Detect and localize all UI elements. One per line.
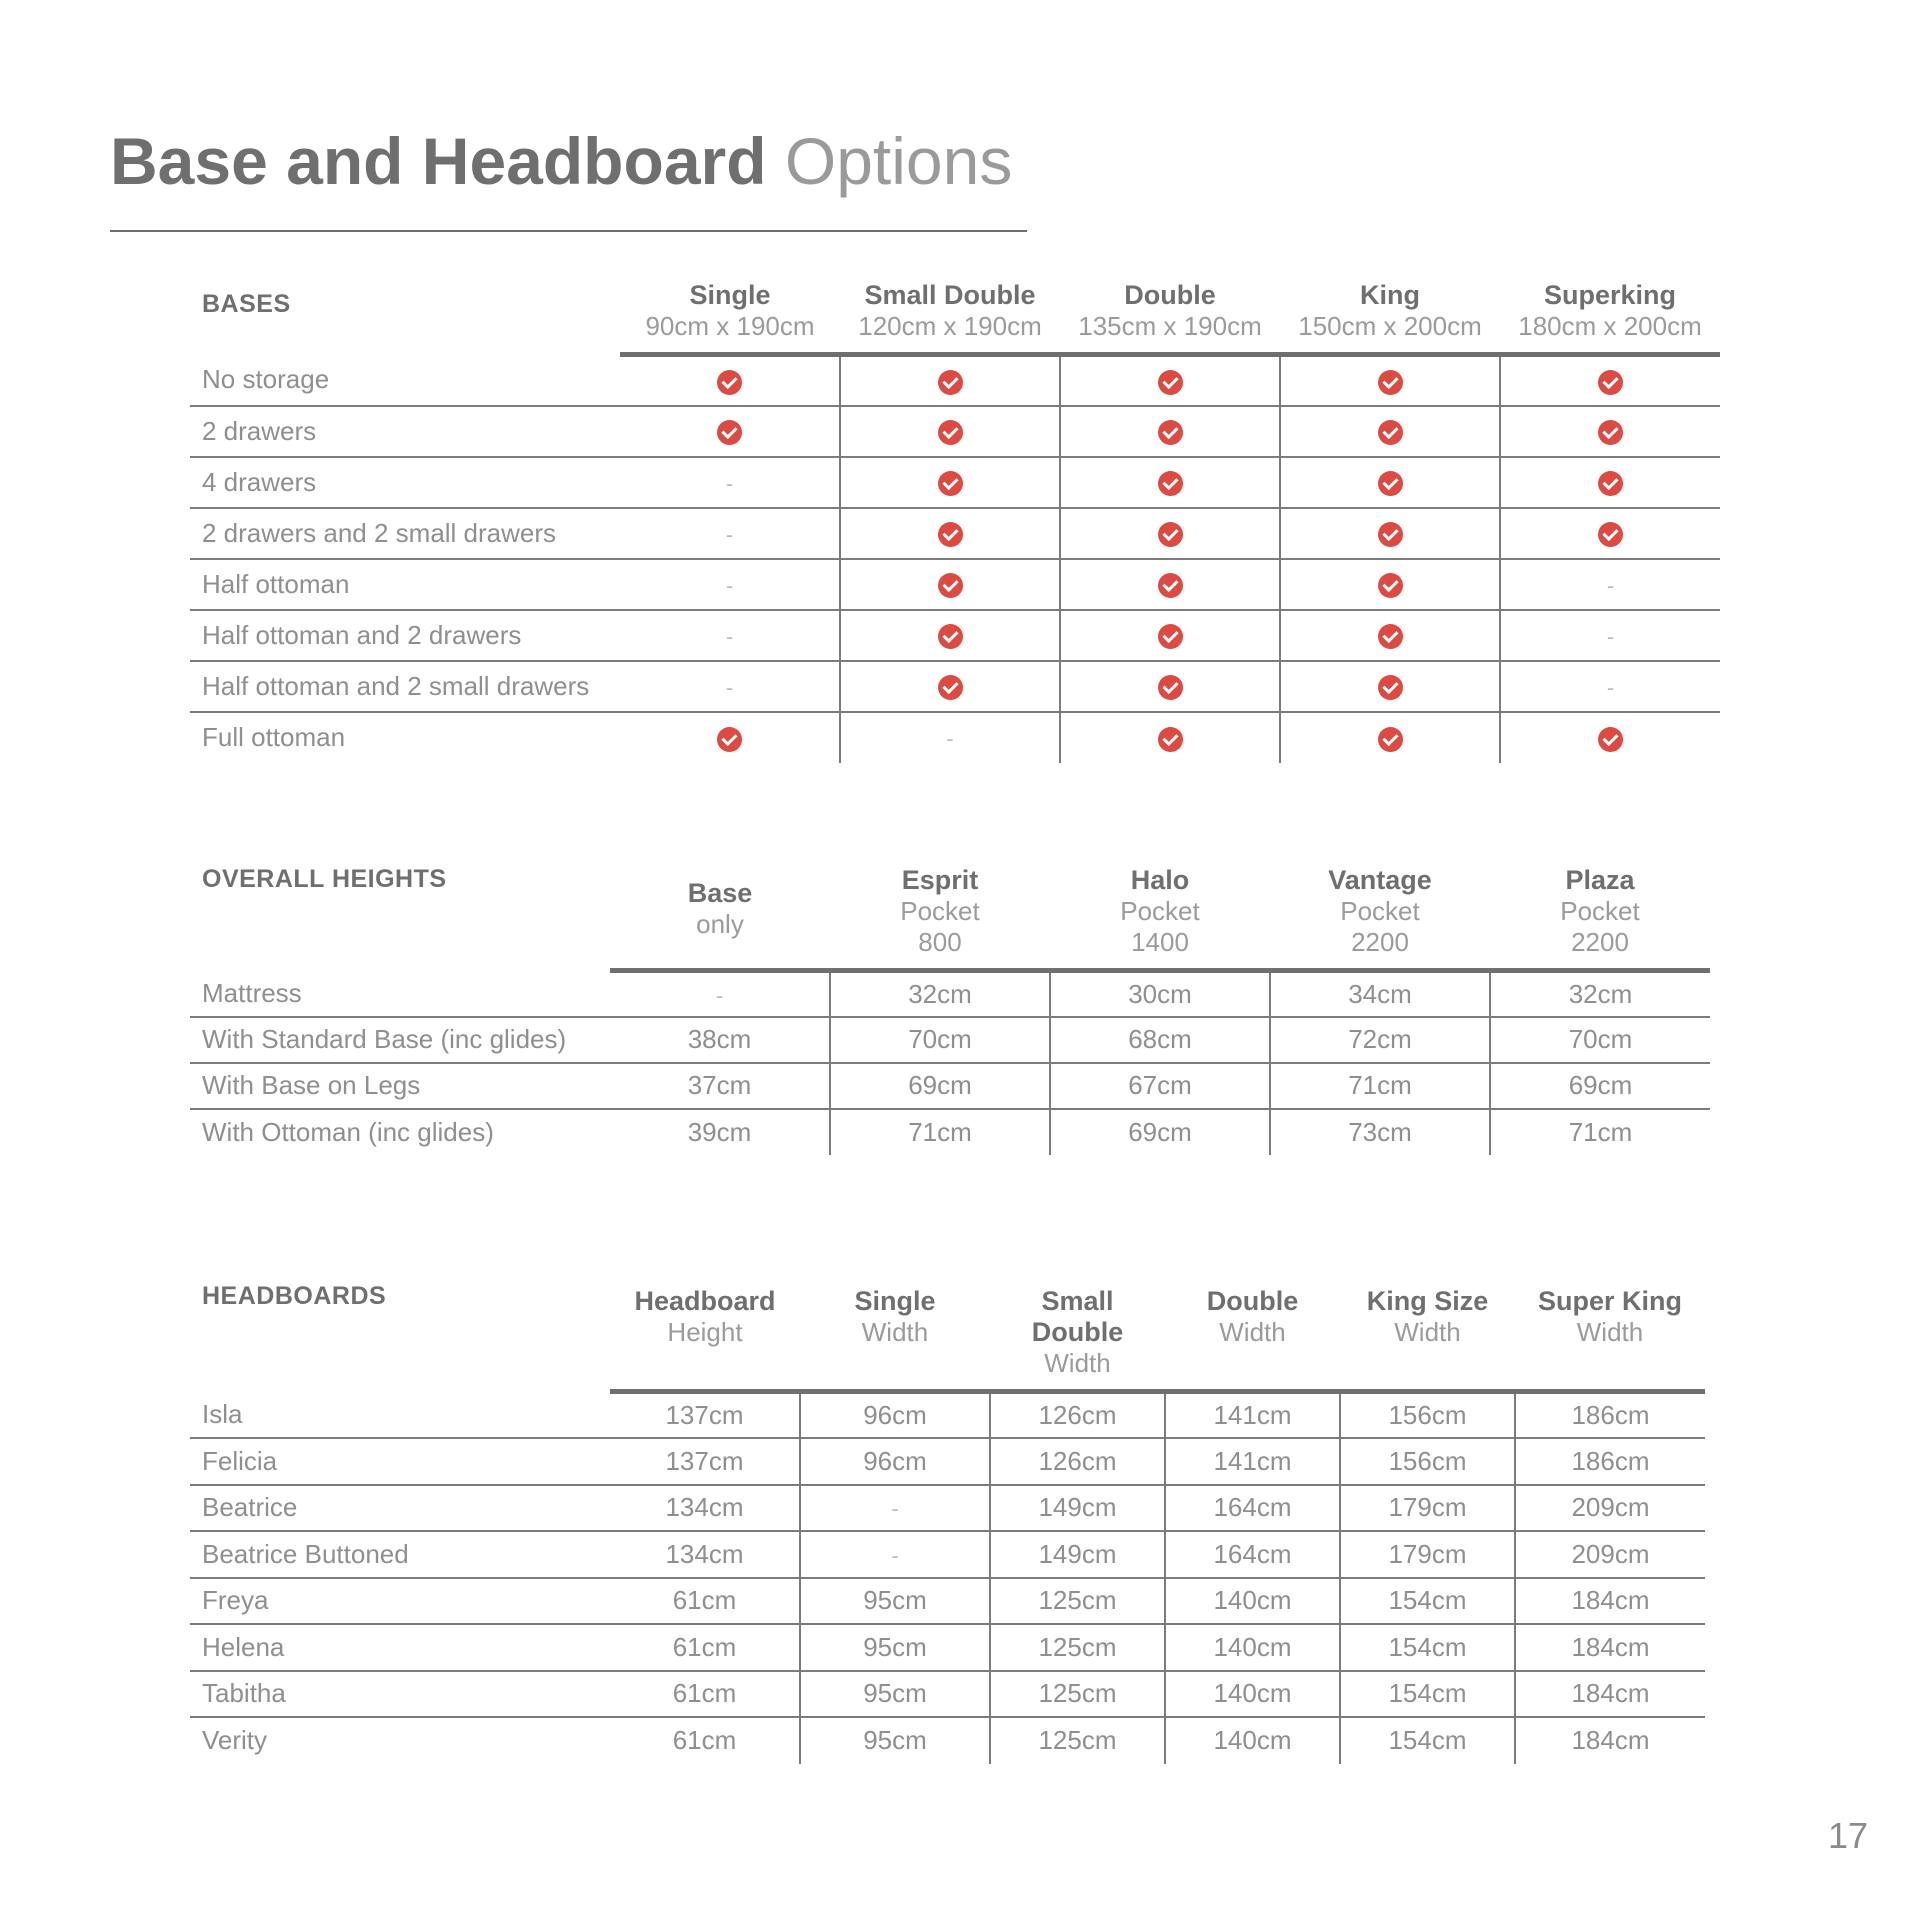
check-icon: [1598, 420, 1623, 445]
table-cell: 164cm: [1165, 1531, 1340, 1578]
col-sub: Pocket: [1340, 896, 1420, 926]
not-available-dash: -: [1606, 572, 1615, 598]
table-cell: 69cm: [1050, 1109, 1270, 1155]
not-available-dash: -: [1606, 674, 1615, 700]
table-cell: 164cm: [1165, 1485, 1340, 1532]
table-cell: [620, 355, 840, 406]
heights-header-row: [190, 865, 1710, 971]
table-cell: [1500, 610, 1720, 661]
headboards-body: [190, 1392, 1705, 1764]
table-row: [190, 508, 1720, 559]
page-title-light: Options: [784, 124, 1013, 198]
table-cell: [620, 508, 840, 559]
col-sub: Width: [1576, 1317, 1644, 1347]
table-cell: 134cm: [610, 1485, 800, 1532]
not-available-dash: -: [725, 674, 734, 700]
row-label: 2 drawers: [190, 406, 620, 457]
check-icon: [717, 727, 742, 752]
headboards-col-small-double: [990, 1282, 1165, 1392]
table-cell: 125cm: [990, 1671, 1165, 1718]
table-cell: [1280, 610, 1500, 661]
table-cell: [1500, 712, 1720, 763]
col-sub: Pocket: [900, 896, 980, 926]
row-label: With Base on Legs: [190, 1063, 610, 1109]
not-available-dash: -: [891, 1542, 899, 1568]
table-cell: 141cm: [1165, 1392, 1340, 1439]
bases-col-king: [1280, 280, 1500, 355]
table-cell: [1500, 406, 1720, 457]
headboards-col-single: [800, 1282, 990, 1392]
table-cell: 69cm: [1490, 1063, 1710, 1109]
row-label: Beatrice Buttoned: [190, 1531, 610, 1578]
col-name: Single: [689, 280, 771, 310]
table-row: [190, 661, 1720, 712]
table-cell: 30cm: [1050, 971, 1270, 1017]
row-label: 2 drawers and 2 small drawers: [190, 508, 620, 559]
table-cell: 67cm: [1050, 1063, 1270, 1109]
table-cell: [610, 971, 830, 1017]
table-cell: [620, 610, 840, 661]
table-cell: 137cm: [610, 1438, 800, 1485]
col-size: 150cm x 200cm: [1298, 311, 1482, 341]
headboards-heading: HEADBOARDS: [202, 1282, 387, 1310]
bases-header-row: [190, 280, 1720, 355]
check-icon: [1158, 370, 1183, 395]
col-name: Headboard: [634, 1286, 776, 1316]
table-cell: [840, 610, 1060, 661]
table-cell: 61cm: [610, 1578, 800, 1625]
table-cell: 209cm: [1515, 1531, 1705, 1578]
col-name: Double: [1206, 1286, 1299, 1316]
table-cell: [800, 1531, 990, 1578]
table-cell: [1280, 457, 1500, 508]
col-name-line2: Double: [1031, 1317, 1124, 1347]
table-cell: 149cm: [990, 1485, 1165, 1532]
check-icon: [938, 624, 963, 649]
table-cell: [840, 355, 1060, 406]
bases-col-superking: [1500, 280, 1720, 355]
table-cell: 154cm: [1340, 1578, 1515, 1625]
table-cell: 71cm: [830, 1109, 1050, 1155]
table-row: [190, 1624, 1705, 1671]
table-cell: 184cm: [1515, 1578, 1705, 1625]
table-row: [190, 1578, 1705, 1625]
col-size: 120cm x 190cm: [858, 311, 1042, 341]
check-icon: [1158, 471, 1183, 496]
row-label: Verity: [202, 1725, 268, 1756]
table-row: [190, 1063, 1710, 1109]
table-cell: [1060, 712, 1280, 763]
check-icon: [1598, 471, 1623, 496]
check-icon: [1378, 522, 1403, 547]
table-cell: [620, 661, 840, 712]
headboards-col-height: [610, 1282, 800, 1392]
title-underline: [110, 230, 1027, 232]
table-row: [190, 559, 1720, 610]
col-sub: Width: [1219, 1317, 1286, 1347]
row-label: Beatrice: [190, 1485, 610, 1532]
check-icon: [938, 370, 963, 395]
not-available-dash: -: [891, 1496, 899, 1522]
not-available-dash: -: [725, 470, 734, 496]
table-cell: [1060, 559, 1280, 610]
col-name: Small Double: [864, 280, 1036, 310]
table-cell: [1060, 508, 1280, 559]
table-cell: [1500, 661, 1720, 712]
table-cell: 156cm: [1340, 1392, 1515, 1439]
table-row: [190, 406, 1720, 457]
table-cell: [840, 712, 1060, 763]
table-cell: [1280, 406, 1500, 457]
table-cell: [800, 1485, 990, 1532]
not-available-dash: -: [715, 982, 724, 1008]
table-cell: [840, 559, 1060, 610]
row-label: No storage: [190, 355, 620, 406]
table-cell: 38cm: [610, 1017, 830, 1063]
table-cell: [1060, 457, 1280, 508]
row-label: Freya: [190, 1578, 610, 1625]
table-row: [190, 712, 1720, 763]
col-sub: Width: [1394, 1317, 1461, 1347]
col-sub: 2200: [1571, 927, 1629, 957]
row-label: 4 drawers: [190, 457, 620, 508]
col-sub: 1400: [1131, 927, 1189, 957]
check-icon: [1598, 727, 1623, 752]
table-cell: 184cm: [1515, 1717, 1705, 1764]
table-cell: 95cm: [800, 1578, 990, 1625]
col-name: Esprit: [901, 865, 979, 895]
col-sub: 2200: [1351, 927, 1409, 957]
table-cell: 69cm: [830, 1063, 1050, 1109]
table-row: [190, 1438, 1705, 1485]
col-name: Single: [854, 1286, 936, 1316]
table-cell: 95cm: [800, 1624, 990, 1671]
table-cell: 37cm: [610, 1063, 830, 1109]
table-cell: 137cm: [610, 1392, 800, 1439]
table-cell: 140cm: [1165, 1578, 1340, 1625]
table-cell: 126cm: [990, 1392, 1165, 1439]
not-available-dash: -: [725, 521, 734, 547]
col-size: 180cm x 200cm: [1518, 311, 1702, 341]
bases-col-double: [1060, 280, 1280, 355]
col-size: 135cm x 190cm: [1078, 311, 1262, 341]
table-cell: 61cm: [610, 1624, 800, 1671]
bases-body: [190, 355, 1720, 763]
col-name: Super King: [1537, 1286, 1682, 1316]
table-cell: [840, 508, 1060, 559]
row-label: Isla: [190, 1392, 610, 1439]
table-cell: 61cm: [610, 1671, 800, 1718]
check-icon: [1158, 675, 1183, 700]
col-sub: only: [696, 909, 744, 939]
page-title-bold: Base and Headboard: [110, 124, 767, 198]
table-cell: 156cm: [1340, 1438, 1515, 1485]
table-cell: [1280, 559, 1500, 610]
table-cell: 71cm: [1490, 1109, 1710, 1155]
heights-heading: OVERALL HEIGHTS: [202, 865, 447, 893]
table-cell: [840, 661, 1060, 712]
table-cell: 95cm: [800, 1717, 990, 1764]
row-label: With Ottoman (inc glides): [202, 1116, 494, 1147]
col-name: Plaza: [1565, 865, 1635, 895]
table-row: [190, 1671, 1705, 1718]
check-icon: [938, 675, 963, 700]
heights-col-base: [610, 865, 830, 971]
table-cell: 95cm: [800, 1671, 990, 1718]
headboards-header-row: [190, 1282, 1705, 1392]
page-title: [110, 118, 1012, 204]
check-icon: [1378, 624, 1403, 649]
table-cell: 71cm: [1270, 1063, 1490, 1109]
heights-col-esprit: [830, 865, 1050, 971]
table-cell: 141cm: [1165, 1438, 1340, 1485]
col-sub: Pocket: [1120, 896, 1200, 926]
table-cell: 186cm: [1515, 1392, 1705, 1439]
check-icon: [1158, 573, 1183, 598]
table-cell: 32cm: [830, 971, 1050, 1017]
col-name: Vantage: [1328, 865, 1432, 895]
row-label: Half ottoman and 2 drawers: [190, 610, 620, 661]
col-name: King Size: [1366, 1286, 1489, 1316]
col-name: Small: [1041, 1286, 1114, 1316]
bases-table: [190, 280, 1720, 763]
not-available-dash: -: [946, 726, 954, 751]
col-sub: Height: [667, 1317, 743, 1347]
table-cell: 96cm: [800, 1392, 990, 1439]
check-icon: [1598, 370, 1623, 395]
table-cell: 96cm: [800, 1438, 990, 1485]
check-icon: [1378, 727, 1403, 752]
table-cell: 184cm: [1515, 1624, 1705, 1671]
check-icon: [1598, 522, 1623, 547]
table-cell: 70cm: [830, 1017, 1050, 1063]
table-row: [190, 610, 1720, 661]
table-cell: [1280, 508, 1500, 559]
table-cell: [1060, 661, 1280, 712]
table-row: [190, 355, 1720, 406]
table-cell: 70cm: [1490, 1017, 1710, 1063]
table-cell: 179cm: [1340, 1485, 1515, 1532]
not-available-dash: -: [1606, 623, 1615, 649]
heights-col-halo: [1050, 865, 1270, 971]
table-row: [190, 1017, 1710, 1063]
table-row: [190, 1485, 1705, 1532]
headboards-col-double: [1165, 1282, 1340, 1392]
check-icon: [1158, 624, 1183, 649]
check-icon: [1378, 573, 1403, 598]
bases-col-single: [620, 280, 840, 355]
table-cell: 68cm: [1050, 1017, 1270, 1063]
row-label: With Standard Base (inc glides): [190, 1017, 610, 1063]
row-label: Tabitha: [190, 1671, 610, 1718]
table-cell: 39cm: [687, 1116, 752, 1147]
table-cell: [1280, 661, 1500, 712]
col-size: 90cm x 190cm: [645, 311, 815, 341]
table-cell: [1060, 355, 1280, 406]
table-row: [190, 1392, 1705, 1439]
check-icon: [1378, 370, 1403, 395]
check-icon: [1378, 471, 1403, 496]
table-cell: [1280, 355, 1500, 406]
check-icon: [938, 573, 963, 598]
page-number: 17: [1827, 1815, 1868, 1856]
headboards-col-super-king: [1515, 1282, 1705, 1392]
table-cell: [620, 712, 840, 763]
table-cell: 154cm: [1340, 1671, 1515, 1718]
table-cell: 125cm: [990, 1578, 1165, 1625]
col-name: Base: [687, 878, 753, 908]
headboards-col-king-size: [1340, 1282, 1515, 1392]
table-cell: [840, 457, 1060, 508]
col-sub: 800: [918, 927, 962, 957]
table-row: [190, 1717, 1705, 1764]
table-cell: 179cm: [1340, 1531, 1515, 1578]
bases-col-small-double: [840, 280, 1060, 355]
table-cell: [620, 559, 840, 610]
table-cell: 140cm: [1165, 1624, 1340, 1671]
table-cell: 184cm: [1515, 1671, 1705, 1718]
table-cell: 73cm: [1270, 1109, 1490, 1155]
table-cell: 149cm: [990, 1531, 1165, 1578]
col-sub: Width: [861, 1317, 929, 1347]
table-cell: [1500, 559, 1720, 610]
table-cell: 140cm: [1165, 1671, 1340, 1718]
table-cell: 134cm: [610, 1531, 800, 1578]
check-icon: [1158, 522, 1183, 547]
check-icon: [717, 370, 742, 395]
table-cell: [1500, 457, 1720, 508]
col-name: Superking: [1543, 280, 1677, 310]
table-cell: 140cm: [1165, 1717, 1340, 1764]
col-name: Halo: [1130, 865, 1190, 895]
row-label: Felicia: [190, 1438, 610, 1485]
table-row: [190, 1531, 1705, 1578]
table-cell: 154cm: [1340, 1717, 1515, 1764]
table-cell: [1500, 508, 1720, 559]
heights-table: [190, 865, 1710, 1155]
check-icon: [938, 522, 963, 547]
table-cell: 186cm: [1515, 1438, 1705, 1485]
table-cell: [620, 457, 840, 508]
bases-heading: BASES: [202, 290, 291, 318]
row-label: Mattress: [190, 971, 610, 1017]
row-label: Half ottoman: [190, 559, 620, 610]
check-icon: [1378, 675, 1403, 700]
col-sub: Width: [1044, 1348, 1111, 1378]
table-cell: [1280, 712, 1500, 763]
table-cell: 126cm: [990, 1438, 1165, 1485]
check-icon: [938, 471, 963, 496]
heights-body: [190, 971, 1710, 1155]
table-row: [190, 1109, 1710, 1155]
check-icon: [717, 420, 742, 445]
table-cell: 209cm: [1515, 1485, 1705, 1532]
table-cell: 125cm: [990, 1717, 1165, 1764]
table-cell: [1060, 610, 1280, 661]
col-name: Double: [1124, 280, 1216, 310]
col-sub: Pocket: [1560, 896, 1640, 926]
check-icon: [938, 420, 963, 445]
table-row: [190, 971, 1710, 1017]
check-icon: [1158, 727, 1183, 752]
table-cell: [1060, 406, 1280, 457]
table-cell: [840, 406, 1060, 457]
table-cell: [620, 406, 840, 457]
table-cell: 154cm: [1340, 1624, 1515, 1671]
table-cell: 72cm: [1270, 1017, 1490, 1063]
table-cell: 61cm: [672, 1725, 737, 1756]
row-label: Full ottoman: [202, 722, 346, 752]
check-icon: [1158, 420, 1183, 445]
table-cell: 125cm: [990, 1624, 1165, 1671]
not-available-dash: -: [725, 572, 734, 598]
col-name: King: [1360, 280, 1420, 310]
row-label: Helena: [190, 1624, 610, 1671]
table-row: [190, 457, 1720, 508]
check-icon: [1378, 420, 1403, 445]
not-available-dash: -: [725, 623, 734, 649]
heights-col-vantage: [1270, 865, 1490, 971]
table-cell: 32cm: [1490, 971, 1710, 1017]
row-label: Half ottoman and 2 small drawers: [190, 661, 620, 712]
heights-col-plaza: [1490, 865, 1710, 971]
table-cell: 34cm: [1270, 971, 1490, 1017]
table-cell: [1500, 355, 1720, 406]
headboards-table: [190, 1282, 1705, 1764]
